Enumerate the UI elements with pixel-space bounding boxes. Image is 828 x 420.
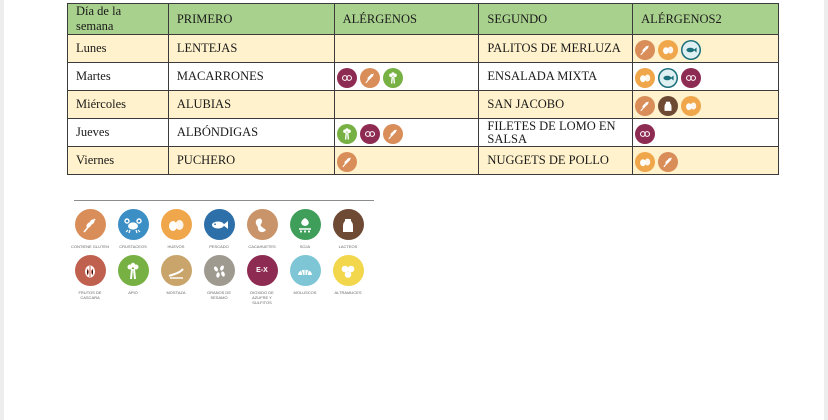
cacahuetes-icon: [247, 209, 278, 240]
legend-caption: HUEVOS: [167, 244, 185, 249]
legend-item-frutos-cascara: [72, 255, 108, 305]
legend-item-sulfitos: [244, 255, 280, 305]
legend-item-sesamo: [201, 255, 237, 305]
menu-table: [67, 3, 779, 175]
frame-right-edge: [824, 0, 828, 420]
legend-caption: FRUTOS DE CASCARA: [78, 290, 102, 300]
legend-item-gluten: [72, 209, 108, 249]
sesamo-icon: [204, 255, 235, 286]
second-dish-cell: NUGGETS DE POLLO: [479, 147, 633, 175]
second-dish-cell: SAN JACOBO: [479, 91, 633, 119]
legend-item-huevos: [158, 209, 194, 249]
gluten-icon: [383, 124, 403, 144]
gluten-icon: [635, 40, 655, 60]
day-cell: Jueves: [68, 119, 169, 147]
legend-caption: DIOXIDO DE AZUFRE Y SULFITOS: [250, 290, 274, 305]
apio-icon: [337, 124, 357, 144]
header-second-allergens: ALÉRGENOS2: [633, 4, 779, 35]
legend-item-moluscos: [287, 255, 323, 305]
altramuces-icon: [333, 255, 364, 286]
second-allergens-cell: [633, 119, 779, 147]
sulfitos-icon: [360, 124, 380, 144]
legend-caption: CONTIENE GLUTEN: [70, 244, 109, 249]
first-dish-cell: MACARRONES: [168, 63, 334, 91]
huevos-icon: [681, 96, 701, 116]
huevos-icon: [635, 68, 655, 88]
second-allergens-cell: [633, 91, 779, 119]
allergen-legend: [68, 200, 378, 305]
allergen-icon-group: [635, 122, 776, 144]
gluten-icon: [360, 68, 380, 88]
legend-item-crustaceos: [115, 209, 151, 249]
allergen-icon-group: [635, 94, 776, 116]
second-dish-cell: ENSALADA MIXTA: [479, 63, 633, 91]
pescado-icon: [204, 209, 235, 240]
legend-caption: MOSTAZA: [166, 290, 186, 295]
header-first: PRIMERO: [168, 4, 334, 35]
day-cell: Viernes: [68, 147, 169, 175]
header-first-allergens: ALÉRGENOS: [334, 4, 479, 35]
legend-item-altramuces: [330, 255, 366, 305]
sulfitos-icon: [247, 255, 278, 286]
gluten-icon: [75, 209, 106, 240]
table-row: [68, 119, 779, 147]
allergen-icon-group: [337, 150, 477, 172]
sulfitos-icon: [635, 124, 655, 144]
table-row: [68, 91, 779, 119]
first-allergens-cell: [334, 63, 479, 91]
second-dish-cell: FILETES DE LOMO EN SALSA: [479, 119, 633, 147]
gluten-icon: [658, 152, 678, 172]
allergen-icon-group: [635, 38, 776, 60]
frame-left-edge: [0, 0, 4, 420]
first-dish-cell: LENTEJAS: [168, 35, 334, 63]
legend-item-lacteos: [330, 209, 366, 249]
soja-icon: [290, 209, 321, 240]
legend-row-1: [72, 209, 378, 249]
first-allergens-cell: [334, 35, 479, 63]
legend-caption: ALTRAMUCES: [334, 290, 362, 295]
huevos-icon: [635, 152, 655, 172]
apio-icon: [383, 68, 403, 88]
legend-caption: PESCADO: [209, 244, 229, 249]
sulfitos-icon: [681, 68, 701, 88]
lacteos-icon: [333, 209, 364, 240]
huevos-icon: [658, 40, 678, 60]
legend-item-cacahuetes: [244, 209, 280, 249]
legend-caption: LACTEOS: [338, 244, 358, 249]
header-day: Día de la semana: [68, 4, 169, 35]
header-row: [68, 4, 779, 35]
moluscos-icon: [290, 255, 321, 286]
legend-caption: CACAHUETES: [248, 244, 276, 249]
legend-caption: APIO: [128, 290, 138, 295]
first-allergens-cell: [334, 147, 479, 175]
legend-caption: CRUSTACEOS: [119, 244, 147, 249]
frutos-cascara-icon: [75, 255, 106, 286]
allergen-icon-group: [337, 66, 477, 88]
gluten-icon: [337, 152, 357, 172]
crustaceos-icon: [118, 209, 149, 240]
second-allergens-cell: [633, 63, 779, 91]
mostaza-icon: [161, 255, 192, 286]
allergen-icon-group: [337, 122, 477, 144]
first-dish-cell: ALUBIAS: [168, 91, 334, 119]
legend-caption: GRANOS DE SESAMO: [206, 290, 231, 300]
allergen-icon-group: [635, 150, 776, 172]
second-allergens-cell: [633, 35, 779, 63]
day-cell: Martes: [68, 63, 169, 91]
legend-item-soja: [287, 209, 323, 249]
legend-caption: MOLUSCOS: [293, 290, 317, 295]
second-allergens-cell: [633, 147, 779, 175]
allergen-icon-group: [635, 66, 776, 88]
second-dish-cell: PALITOS DE MERLUZA: [479, 35, 633, 63]
pescado-icon: [658, 68, 678, 88]
table-row: [68, 63, 779, 91]
table-row: [68, 147, 779, 175]
legend-item-apio: [115, 255, 151, 305]
first-allergens-cell: [334, 119, 479, 147]
lacteos-icon: [658, 96, 678, 116]
day-cell: Lunes: [68, 35, 169, 63]
header-second: SEGUNDO: [479, 4, 633, 35]
day-cell: Miércoles: [68, 91, 169, 119]
gluten-icon: [635, 96, 655, 116]
legend-divider: [74, 200, 374, 201]
legend-caption: SOJA: [299, 244, 311, 249]
apio-icon: [118, 255, 149, 286]
pescado-icon: [681, 40, 701, 60]
legend-item-pescado: [201, 209, 237, 249]
sulfitos-symbol: E-X: [256, 266, 268, 274]
sulfitos-icon: [337, 68, 357, 88]
huevos-icon: [161, 209, 192, 240]
first-dish-cell: PUCHERO: [168, 147, 334, 175]
table-row: [68, 35, 779, 63]
first-dish-cell: ALBÓNDIGAS: [168, 119, 334, 147]
first-allergens-cell: [334, 91, 479, 119]
legend-row-2: [72, 255, 378, 305]
legend-item-mostaza: [158, 255, 194, 305]
